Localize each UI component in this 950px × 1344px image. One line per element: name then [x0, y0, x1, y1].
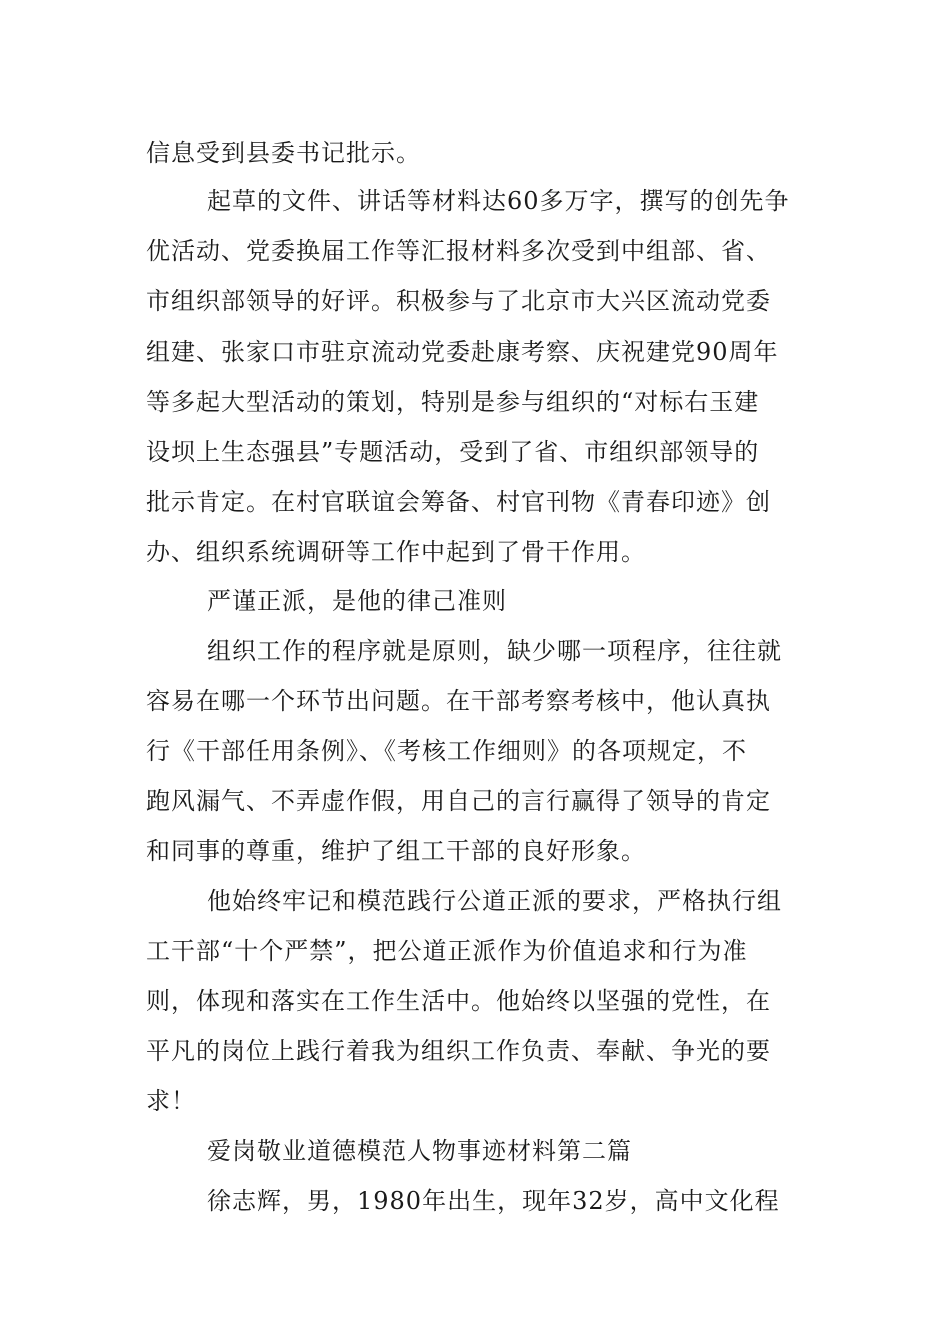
section-heading: 严谨正派，是他的律己准则 — [207, 587, 507, 615]
text-line: 求！ — [146, 1087, 196, 1115]
text-line: 组建、张家口市驻京流动党委赴康考察、庆祝建党90周年 — [146, 338, 779, 366]
section-heading: 爱岗敬业道德模范人物事迹材料第二篇 — [207, 1137, 632, 1165]
text-line: 容易在哪一个环节出问题。在干部考察考核中，他认真执 — [146, 687, 771, 715]
text-line: 优活动、党委换届工作等汇报材料多次受到中组部、省、 — [146, 237, 771, 265]
text-line: 等多起大型活动的策划，特别是参与组织的“对标右玉建 — [146, 388, 760, 416]
text-line: 批示肯定。在村官联谊会筹备、村官刊物《青春印迹》创 — [146, 488, 771, 516]
text-line: 和同事的尊重，维护了组工干部的良好形象。 — [146, 837, 646, 865]
text-line: 跑风漏气、不弄虚作假，用自己的言行赢得了领导的肯定 — [146, 787, 771, 815]
paragraph-start: 起草的文件、讲话等材料达60多万字，撰写的创先争 — [207, 187, 790, 215]
text-line: 设坝上生态强县”专题活动，受到了省、市组织部领导的 — [146, 438, 760, 466]
text-line: 工干部“十个严禁”，把公道正派作为价值追求和行为准 — [146, 937, 748, 965]
paragraph-start: 他始终牢记和模范践行公道正派的要求，严格执行组 — [207, 887, 782, 915]
text-line-continuation: 信息受到县委书记批示。 — [146, 139, 421, 167]
text-line: 办、组织系统调研等工作中起到了骨干作用。 — [146, 538, 646, 566]
paragraph-start: 组织工作的程序就是原则，缺少哪一项程序，往往就 — [207, 637, 782, 665]
text-line: 平凡的岗位上践行着我为组织工作负责、奉献、争光的要 — [146, 1037, 771, 1065]
text-line: 行《干部任用条例》、《考核工作细则》的各项规定，不 — [146, 737, 747, 765]
text-line: 则，体现和落实在工作生活中。他始终以坚强的党性，在 — [146, 987, 771, 1015]
text-line: 市组织部领导的好评。积极参与了北京市大兴区流动党委 — [146, 287, 771, 315]
paragraph-start: 徐志辉，男，1980年出生，现年32岁，高中文化程 — [207, 1187, 780, 1215]
